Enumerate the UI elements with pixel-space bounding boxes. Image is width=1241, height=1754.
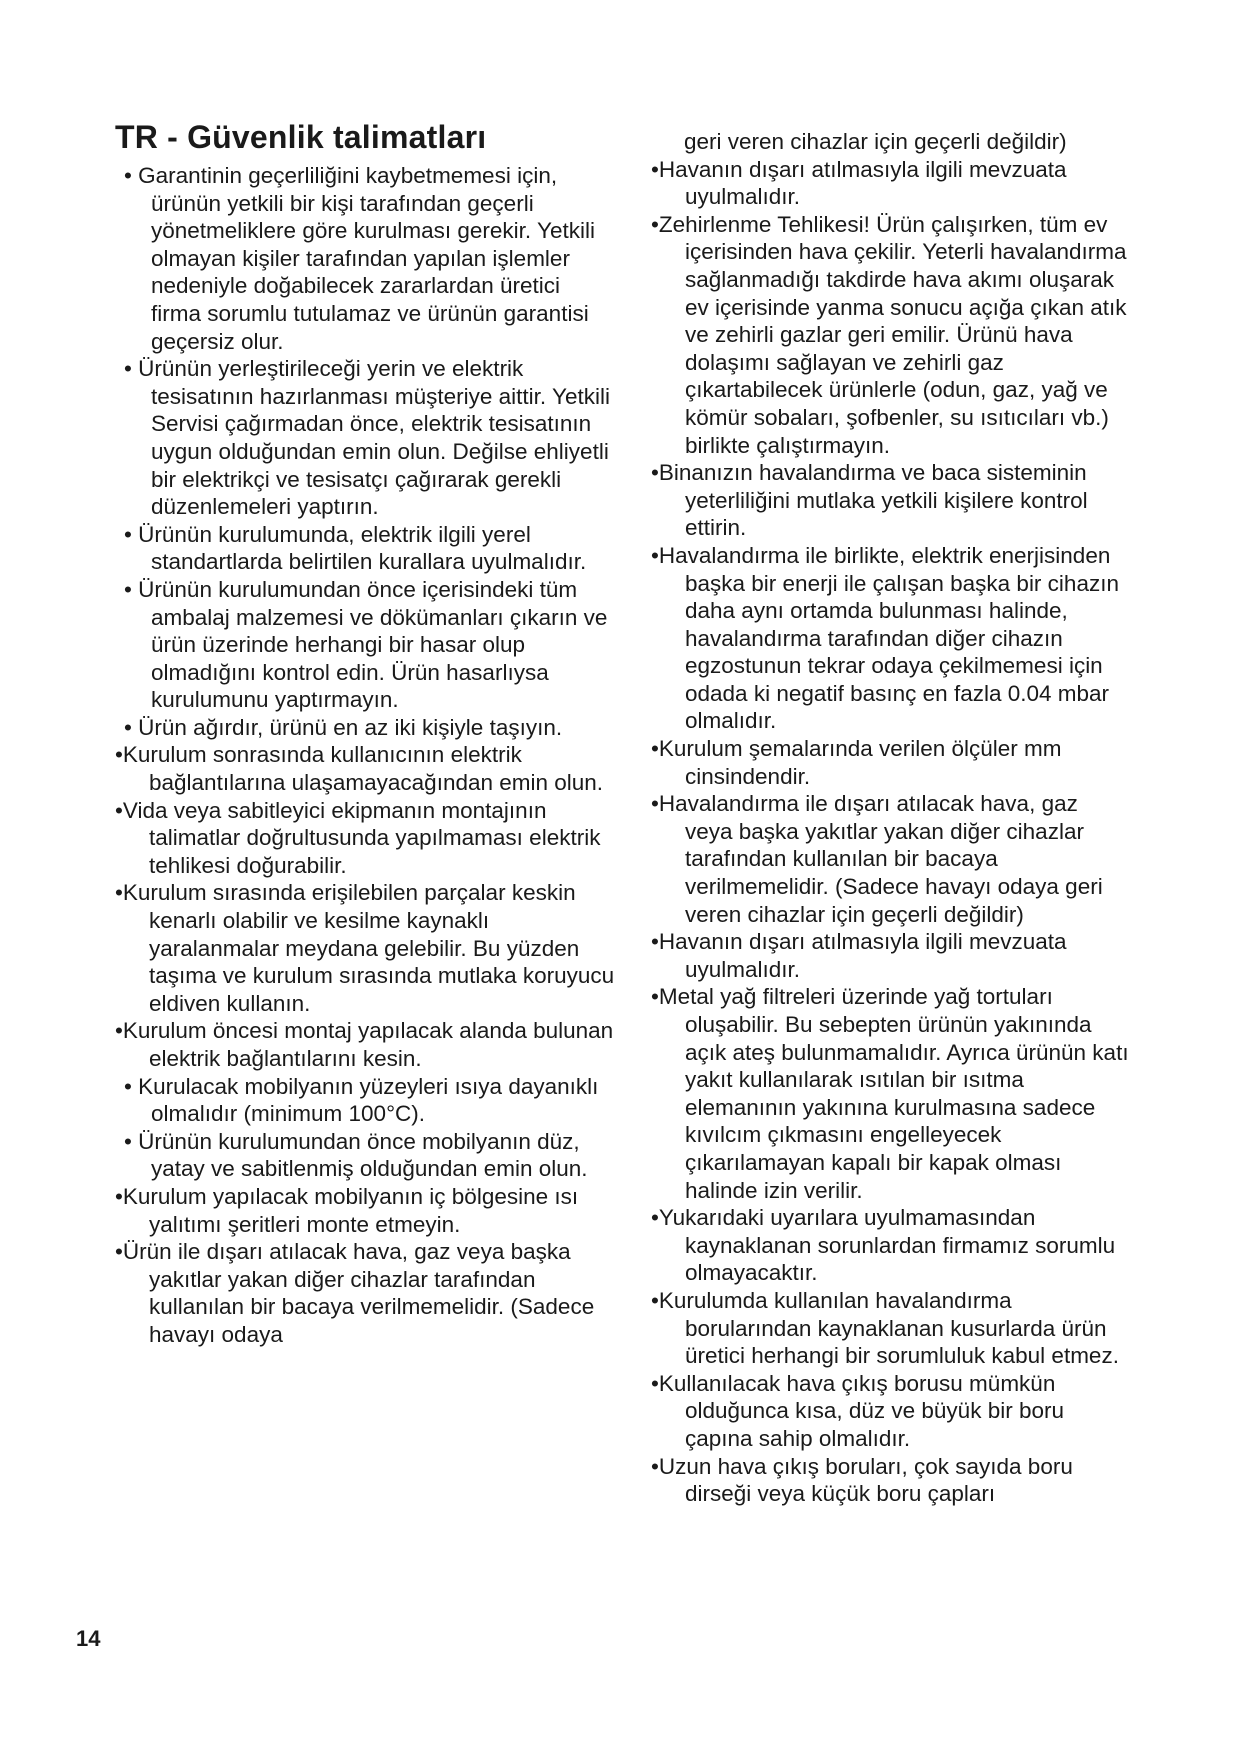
bullet-icon: • [124,576,132,602]
list-item-text: Kurulum yapılacak mobilyanın iç bölgesine ısı yalıtımı şeritleri monte etmeyin. [122,1183,579,1237]
bullet-icon: • [124,714,132,740]
bullet-icon: • [651,984,659,1010]
list-item [115,797,615,880]
list-item-text: Binanızın havalandırma ve baca sisteminin yeterliliğini mutlaka yetkili kişilere kontrol ettirin. [658,460,1088,541]
bullet-icon: • [651,736,659,762]
list-item-text: Ürünün kurulumunda, elektrik ilgili yerel standartlarda belirtilen kurallara uyulmalıdır. [138,521,587,575]
bullet-icon: • [651,791,659,817]
bullet-icon: • [651,1287,659,1313]
list-item-text: Kurulumda kullanılan havalandırma borularından kaynaklanan kusurlarda ürün üretici herhangi bir sorumluluk kabul etmez. [658,1287,1119,1369]
bullet-icon: • [115,880,123,906]
bullet-icon: • [651,211,659,237]
list-item-text: Kurulum sırasında erişilebilen parçalar keskin kenarlı olabilir ve kesilme kaynaklı yaralanmalar meydana gelebilir. Bu yüzden taşıma ve kurulum sırasında mutlaka koruyucu eldiven kullanın. [122,880,615,1016]
list-item [651,542,1131,735]
list-item [651,928,1131,983]
bullet-icon: • [124,521,132,547]
bullet-icon: • [651,156,659,182]
list-item-text: Ürünün kurulumundan önce mobilyanın düz, yatay ve sabitlenmiş olduğundan emin olun. [138,1128,588,1182]
list-item [115,1073,615,1128]
list-item [115,714,615,742]
list-item [651,156,1131,211]
list-item [651,211,1131,459]
list-item-text: Havalandırma ile birlikte, elektrik enerjisinden başka bir enerji ile çalışan başka bir cihazın daha aynı ortamda bulunması halinde, havalandırma tarafından diğer cihazın egzostunun tekrar odaya çekilmemesi için odada ki negatif basınç en fazla 0.04 mbar olmalıdır. [658,542,1119,734]
bullet-icon: • [124,1073,132,1099]
bullet-icon: • [124,1128,132,1154]
list-item-text: Kurulacak mobilyanın yüzeyleri ısıya dayanıklı olmalıdır (minimum 100°C). [138,1073,599,1127]
bullet-icon: • [115,1239,123,1265]
list-item-text: Havanın dışarı atılmasıyla ilgili mevzuata uyulmalıdır. [658,156,1067,210]
list-item-text: Kurulum sonrasında kullanıcının elektrik bağlantılarına ulaşamayacağından emin olun. [122,742,604,796]
list-item-text: Havanın dışarı atılmasıyla ilgili mevzuata uyulmalıdır. [658,929,1067,982]
list-item-text: Ürünün yerleştirileceği yerin ve elektrik tesisatının hazırlanması müşteriye aittir. Yetkili Servisi çağırmadan önce, elektrik tesisatının uygun olduğundan emin olun. Değilse ehliyetli bir elektrikçi ve tesisatçı çağırarak gerekli düzenlemeleri yaptırın. [138,356,610,520]
list-item [651,983,1131,1204]
bullet-icon: • [115,742,123,768]
list-item-text: Ürünün kurulumundan önce içerisindeki tüm ambalaj malzemesi ve dökümanları çıkarın ve ürün üzerinde herhangi bir hasar olup olmadığını kontrol edin. Ürün hasarlıysa kurulumunu yaptırmayın. [138,576,608,713]
list-item-text: Zehirlenme Tehlikesi! Ürün çalışırken, tüm ev içerisinden hava çekilir. Yeterli havalandırma sağlanmadığı takdirde hava akımı oluşarak ev içerisinde yanma sonucu açığa çıkan atık ve zehirli gazlar geri emilir. Ürünü hava dolaşımı sağlayan ve zehirli gaz çıkartabilecek ürünlerle (odun, gaz, yağ ve kömür sobaları, şofbenler, su ısıtıcıları vb.) birlikte çalıştırmayın. [658,211,1127,458]
bullet-icon: • [115,1018,123,1044]
list-item-text: Garantinin geçerliliğini kaybetmemesi için, ürünün yetkili bir kişi tarafından geçerli yönetmeliklere göre kurulması gerekir. Yetkili olmayan kişiler tarafından yapılan işlemler nedeniyle doğabilecek zararlardan üretici firma sorumlu tutulamaz ve ürünün garantisi geçersiz olur. [138,163,595,354]
list-item [115,1238,615,1348]
list-item [115,1017,615,1072]
bullet-icon: • [651,1453,659,1479]
list-item-text: Ürün ağırdır, ürünü en az iki kişiyle taşıyın. [138,714,563,740]
page-title: TR - Güvenlik talimatları [115,119,487,155]
left-column [115,118,615,1349]
page-number: 14 [76,1626,101,1651]
bullet-icon: • [651,1205,659,1231]
bullet-icon: • [124,163,132,188]
list-item-text: Havalandırma ile dışarı atılacak hava, gaz veya başka yakıtlar yakan diğer cihazlar tarafından kullanılan bir bacaya verilmemelidir. (Sadece havayı odaya geri veren cihazlar için geçerli değildir) [658,791,1103,927]
list-item [115,879,615,1017]
bullet-icon: • [115,797,123,823]
list-item [651,790,1131,928]
continuation-text: geri veren cihazlar için geçerli değildir) [684,129,1067,154]
list-item [651,1453,1131,1508]
list-item-text: Kurulum öncesi montaj yapılacak alanda bulunan elektrik bağlantılarını kesin. [122,1018,614,1071]
list-item-text: Ürün ile dışarı atılacak hava, gaz veya başka yakıtlar yakan diğer cihazlar tarafından kullanılan bir bacaya verilmemelidir. (Sadece havayı odaya [122,1239,595,1347]
list-item [115,162,615,355]
list-item-text: Kurulum şemalarında verilen ölçüler mm cinsindendir. [658,736,1062,789]
list-item [651,1287,1131,1370]
list-item-text: Vida veya sabitleyici ekipmanın montajının talimatlar doğrultusunda yapılmaması elektrik tehlikesi doğurabilir. [122,797,601,878]
list-item-text: Uzun hava çıkış boruları, çok sayıda boru dirseği veya küçük boru çapları [658,1453,1073,1507]
list-item [651,1370,1131,1453]
list-item-text: Metal yağ filtreleri üzerinde yağ tortuları oluşabilir. Bu sebepten ürünün yakınında açık ateş bulunmamalıdır. Ayrıca ürünün katı yakıt kullanılarak ısıtılan bir ısıtma elemanının yakınına kurulmasına sadece kıvılcım çıkmasını engelleyecek çıkarılamayan kapalı bir kapak olması halinde izin verilir. [658,984,1129,1203]
bullet-icon: • [651,460,659,486]
safety-list-right [651,156,1131,1508]
bullet-icon: • [651,929,659,955]
right-column [651,128,1131,1508]
bullet-icon: • [651,1370,659,1396]
list-item [651,735,1131,790]
safety-list-left [115,162,615,1349]
list-item [115,1128,615,1183]
list-item [651,1204,1131,1287]
list-item-text: Kullanılacak hava çıkış borusu mümkün olduğunca kısa, düz ve büyük bir boru çapına sahip olmalıdır. [658,1370,1064,1451]
list-item-text: Yukarıdaki uyarılara uyulmamasından kaynaklanan sorunlardan firmamız sorumlu olmayacaktır. [658,1205,1116,1286]
list-item [115,521,615,576]
list-item [115,741,615,796]
list-item [115,576,615,714]
list-item [115,355,615,521]
list-item [651,459,1131,542]
bullet-icon: • [115,1183,123,1209]
list-item [115,1183,615,1238]
bullet-icon: • [124,356,132,382]
bullet-icon: • [651,542,659,568]
